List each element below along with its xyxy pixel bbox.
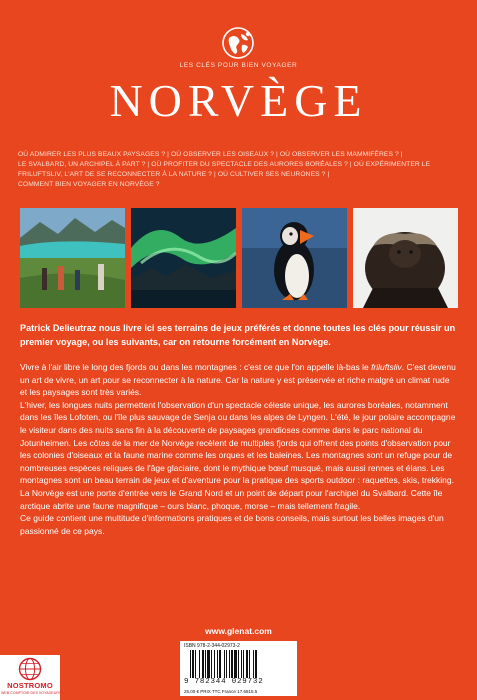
price-line: 25,00 € PRIX TTC France 17.6815.5	[184, 689, 258, 694]
lead-paragraph: Patrick Delieutraz nous livre ici ses terrains de jeux préférés et donne toutes les clés pour réussir un premier voyage, ou les suivants, car on retourne forcément en Norvège.	[20, 323, 456, 347]
publisher-website: www.glenat.com	[205, 626, 272, 636]
photo-strip	[20, 208, 458, 308]
globe-stamp-icon	[18, 657, 42, 681]
paragraph	[20, 361, 458, 399]
text-run: . C'est devenu un art de vivre, un art pour se reconnecter à la nature. Car la nature y est préservée et riche malgré un climat rude et les paysages sont très variés.	[20, 362, 456, 398]
question-item: COMMENT BIEN VOYAGER EN NORVÈGE ?	[18, 181, 160, 188]
term-friluftsliv: friluftsliv	[371, 362, 402, 372]
globe-logo-icon	[221, 26, 255, 60]
question-item: OÙ OBSERVER LES MAMMIFÈRES ?	[279, 151, 399, 158]
question-item: LE SVALBARD, UN ARCHIPEL À PART ?	[18, 161, 146, 168]
photo-hikers-lake	[20, 208, 125, 308]
paragraph: Ce guide contient une multitude d'informations pratiques et de bons conseils, mais surtout les belles images d'un passionné de ce pays.	[20, 513, 444, 536]
photo-puffin	[242, 208, 347, 308]
photo-musk-ox	[353, 208, 458, 308]
paragraph: La Norvège est une porte d'entrée vers le Grand Nord et un point de départ pour l'archipel du Svalbard. Cette île arctique abrite une faune magnifique – ours blanc, phoque, morse – mais tellement fragile.	[20, 487, 443, 511]
isbn-number: 9 782344 029732	[184, 678, 264, 686]
isbn-label: ISBN 978-2-344-02973-2	[184, 643, 240, 649]
question-item: OÙ ADMIRER LES PLUS BEAUX PAYSAGES ?	[18, 151, 166, 158]
bookseller-stamp	[0, 655, 60, 700]
photo-aurora	[131, 208, 236, 308]
text-run: Vivre à l'air libre le long des fjords ou dans les montagnes : c'est ce que l'on appelle là-bas le	[20, 362, 372, 372]
series-name: LES CLÉS POUR BIEN VOYAGER	[179, 62, 298, 69]
question-item: OÙ CULTIVER SES NEURONES ?	[217, 171, 326, 178]
body-text	[20, 361, 458, 537]
question-item: OÙ OBSERVER LES OISEAUX ?	[170, 151, 275, 158]
paragraph: L'hiver, les longues nuits permettent l'observation d'un spectacle céleste unique, les aurores boréales, notamment dans les îles Lofoten, ou l'île plus sauvage de Senja ou dans les alpes de Lyngen. L'été, le jour polaire accompagne le visiteur dans des nuits sans fin à la découverte de paysages grandioses comme dans le parc national du Jotunheimen. Les côtes de la mer de Norvège recèlent de multiples fjords qui offrent des points d'observation pour les colonies d'oiseaux et la faune marine comme les orques et les baleines. Les montagnes sont un refuge pour de nombreuses espèces reliques de l'âge glaciaire, dont le mythique bœuf musqué, mais aussi rennes et élans. Les montagnes sont un beau terrain de jeux et d'aventure pour la pratique des sports outdoor : raquettes, skis, trekking.	[20, 399, 456, 486]
book-title: NORVÈGE	[109, 75, 368, 126]
question-list: OÙ ADMIRER LES PLUS BEAUX PAYSAGES ? | OÙ OBSERVER LES OISEAUX ? | OÙ OBSERVER LES MAMMIFÈRES ? | LE SVALBARD, UN ARCHIPEL À PART ? | OÙ PROFITER DU SPECTACLE DES AURORES BORÉALES ? | OÙ EXPÉRIMENTER LE FRILUFTSLIV, L'ART DE SE RECONNECTER À LA NATURE ? | OÙ CULTIVER SES NEURONES ? | COMMENT BIEN VOYAGER EN NORVÈGE ?	[18, 151, 431, 188]
barcode-panel	[180, 641, 297, 696]
question-item: OÙ EXPÉRIMENTER LE FRILUFTSLIV, L'ART DE SE RECONNECTER À LA NATURE ?	[18, 161, 431, 178]
bookseller-name: NOSTROMO	[7, 681, 53, 690]
barcode-icon	[190, 650, 290, 678]
bookseller-tagline: WEB COMPTOIR DES VOYAGEURS	[1, 691, 62, 695]
question-item: OÙ PROFITER DU SPECTACLE DES AURORES BORÉALES ?	[151, 161, 348, 168]
